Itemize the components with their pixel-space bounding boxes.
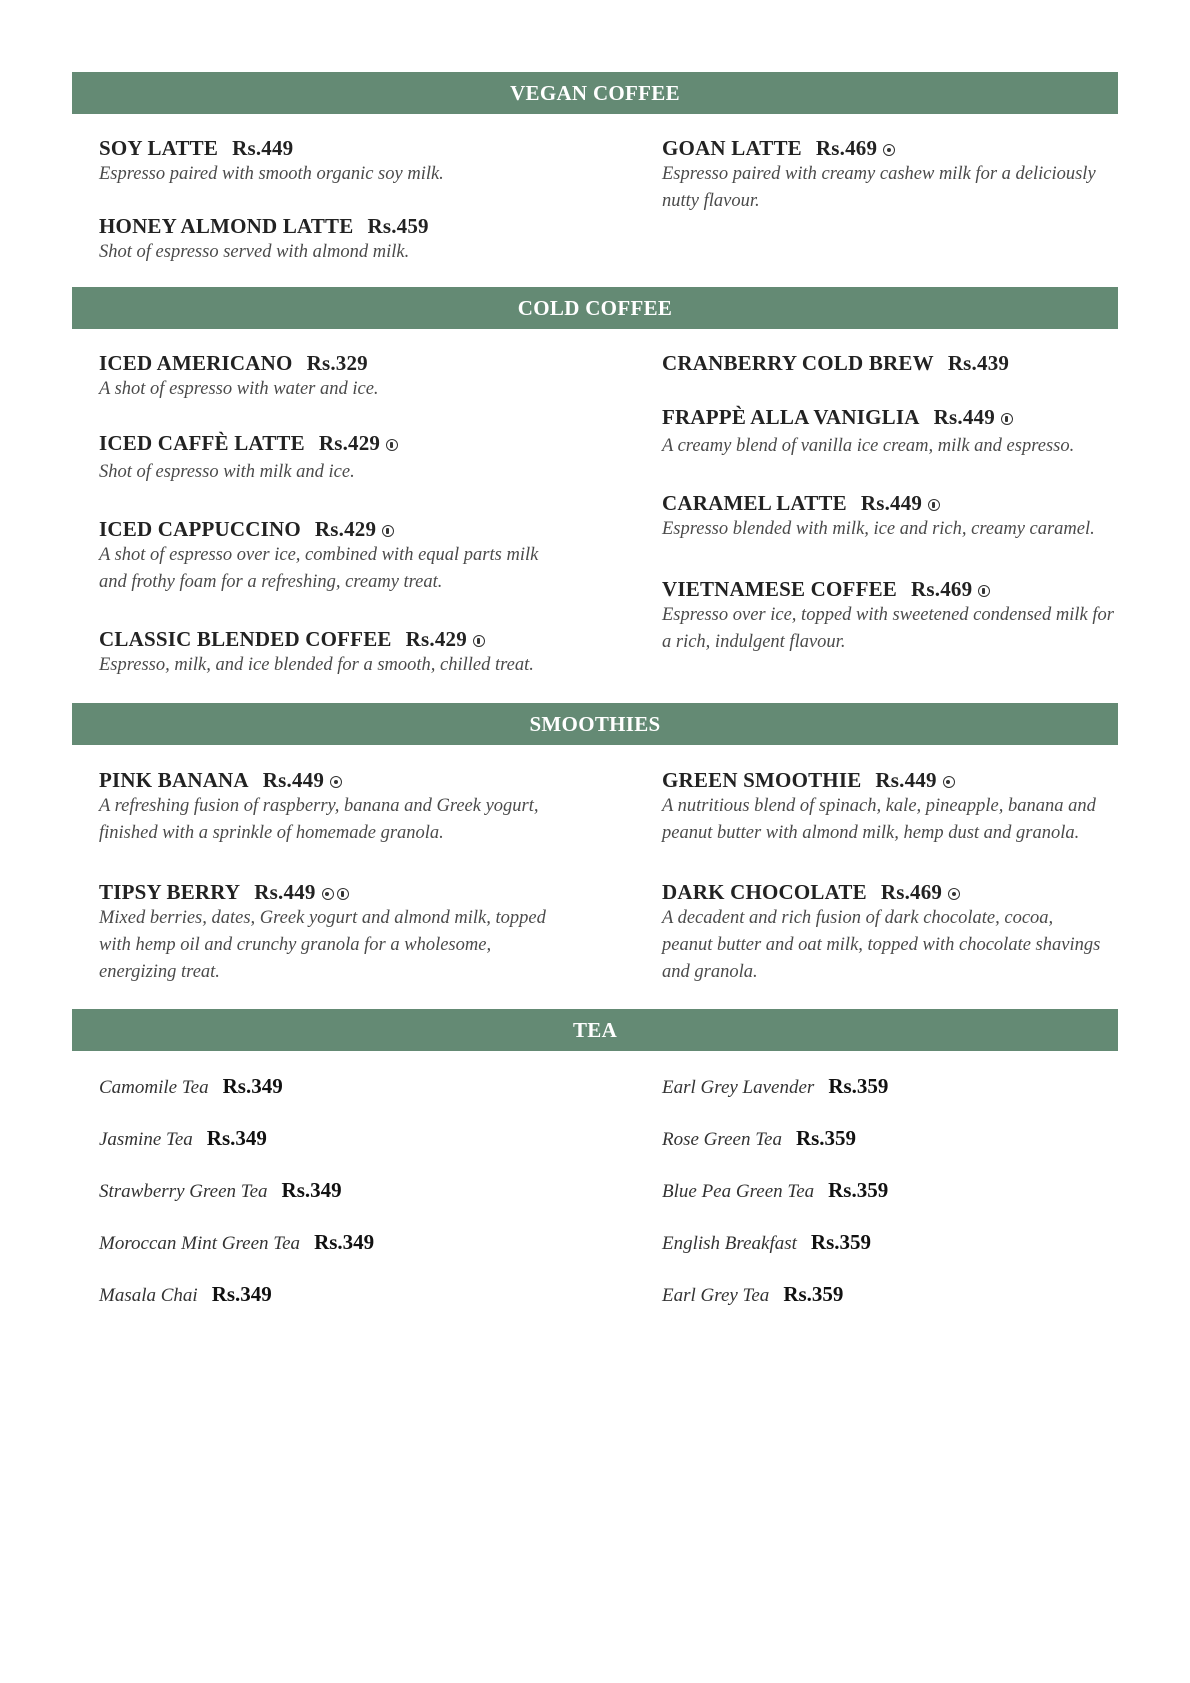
menu-item-vietnamese-coffee <box>662 576 1122 656</box>
item-name: ICED AMERICANO <box>99 351 293 375</box>
menu-item-goan-latte <box>662 135 1122 215</box>
item-name: GREEN SMOOTHIE <box>662 768 862 792</box>
section-header-cold-coffee: COLD COFFEE <box>72 287 1118 329</box>
item-description: with hemp oil and crunchy granola for a wholesome, <box>99 935 492 955</box>
item-name: CARAMEL LATTE <box>662 491 847 515</box>
item-price: Rs.329 <box>306 351 368 375</box>
item-price: Rs.469 <box>815 136 878 160</box>
item-description: A decadent and rich fusion of dark chocolate, cocoa, <box>662 908 1054 928</box>
item-name: VIETNAMESE COFFEE <box>662 577 898 601</box>
tea-price: Rs.359 <box>828 1074 889 1098</box>
item-name: ICED CAPPUCCINO <box>99 517 301 541</box>
item-price: Rs.449 <box>232 136 294 160</box>
item-price: Rs.429 <box>314 517 377 541</box>
tea-item <box>99 1072 283 1102</box>
item-description: nutty flavour. <box>662 191 760 211</box>
item-name: GOAN LATTE <box>662 136 802 160</box>
tea-item <box>662 1072 888 1102</box>
item-price: Rs.449 <box>860 491 923 515</box>
tea-item <box>662 1124 856 1154</box>
item-name: HONEY ALMOND LATTE <box>99 214 354 238</box>
item-price: Rs.469 <box>880 880 943 904</box>
menu-item-iced-americano <box>99 350 569 403</box>
tea-item <box>99 1280 272 1310</box>
item-name: CRANBERRY COLD BREW <box>662 351 934 375</box>
item-name: ICED CAFFÈ LATTE <box>99 431 305 455</box>
tea-name: Earl Grey Lavender <box>662 1077 815 1098</box>
menu-item-iced-caffe-latte <box>99 430 569 486</box>
vegan-icon <box>322 888 334 900</box>
vegan-icon <box>330 776 342 788</box>
item-price: Rs.449 <box>254 880 316 904</box>
item-description: peanut butter and oat milk, topped with chocolate shavings <box>662 935 1101 955</box>
item-price: Rs.439 <box>947 351 1010 375</box>
section-header-vegan-coffee: VEGAN COFFEE <box>72 72 1118 114</box>
tea-name: Blue Pea Green Tea <box>662 1181 815 1202</box>
item-price: Rs.449 <box>262 768 325 792</box>
cup-icon <box>337 888 349 900</box>
tea-name: Moroccan Mint Green Tea <box>99 1233 301 1254</box>
menu-item-classic-blended-coffee <box>99 626 619 679</box>
item-name: SOY LATTE <box>99 136 219 160</box>
item-description: Espresso blended with milk, ice and rich, creamy caramel. <box>662 519 1095 539</box>
item-name: DARK CHOCOLATE <box>662 880 867 904</box>
item-description: Shot of espresso served with almond milk. <box>99 242 410 262</box>
vegan-icon <box>948 888 960 900</box>
tea-price: Rs.349 <box>222 1074 283 1098</box>
item-name: TIPSY BERRY <box>99 880 241 904</box>
item-description: A nutritious blend of spinach, kale, pineapple, banana and <box>662 796 1096 816</box>
section-header-smoothies: SMOOTHIES <box>72 703 1118 745</box>
item-description: Espresso paired with smooth organic soy milk. <box>99 164 444 184</box>
cup-icon <box>473 635 485 647</box>
menu-item-frappe-alla-vaniglia <box>662 404 1122 460</box>
tea-price: Rs.359 <box>810 1230 872 1254</box>
item-description: A shot of espresso with water and ice. <box>99 379 379 399</box>
tea-price: Rs.349 <box>211 1282 272 1306</box>
tea-item <box>99 1124 267 1154</box>
item-description: A shot of espresso over ice, combined with equal parts milk <box>99 545 539 565</box>
item-price: Rs.449 <box>933 405 995 429</box>
menu-item-pink-banana <box>99 767 599 847</box>
cup-icon <box>382 525 394 537</box>
item-description: finished with a sprinkle of homemade granola. <box>99 823 444 843</box>
item-price: Rs.469 <box>911 577 973 601</box>
item-description: Mixed berries, dates, Greek yogurt and almond milk, topped <box>99 908 546 928</box>
tea-name: Earl Grey Tea <box>662 1285 770 1306</box>
item-price: Rs.459 <box>367 214 429 238</box>
tea-item <box>99 1228 374 1258</box>
item-description: energizing treat. <box>99 962 220 982</box>
item-price: Rs.429 <box>318 431 381 455</box>
item-description: peanut butter with almond milk, hemp dust and granola. <box>662 823 1080 843</box>
menu-item-iced-cappuccino <box>99 516 599 596</box>
cup-icon <box>386 439 398 451</box>
tea-price: Rs.359 <box>795 1126 857 1150</box>
tea-price: Rs.349 <box>281 1178 342 1202</box>
tea-price: Rs.349 <box>206 1126 267 1150</box>
item-name: PINK BANANA <box>99 768 249 792</box>
item-description: Shot of espresso with milk and ice. <box>99 462 355 482</box>
tea-name: Rose Green Tea <box>662 1129 782 1150</box>
menu-item-soy-latte <box>99 135 569 188</box>
item-description: and frothy foam for a refreshing, creamy treat. <box>99 572 443 592</box>
tea-item <box>662 1176 888 1206</box>
cup-icon <box>978 585 990 597</box>
tea-name: Strawberry Green Tea <box>99 1181 268 1202</box>
vegan-icon <box>943 776 955 788</box>
item-name: CLASSIC BLENDED COFFEE <box>99 627 392 651</box>
cup-icon <box>928 499 940 511</box>
tea-name: Masala Chai <box>99 1285 198 1306</box>
tea-price: Rs.349 <box>314 1230 375 1254</box>
vegan-icon <box>883 144 895 156</box>
menu-item-dark-chocolate <box>662 879 1122 986</box>
item-description: Espresso over ice, topped with sweetened condensed milk for <box>662 605 1114 625</box>
tea-name: English Breakfast <box>662 1233 797 1254</box>
section-header-tea: TEA <box>72 1009 1118 1051</box>
item-name: FRAPPÈ ALLA VANIGLIA <box>662 405 920 429</box>
tea-price: Rs.359 <box>828 1178 889 1202</box>
menu-item-caramel-latte <box>662 490 1122 543</box>
item-description: A refreshing fusion of raspberry, banana and Greek yogurt, <box>99 796 539 816</box>
menu-item-cranberry-cold-brew <box>662 350 1122 376</box>
cup-icon <box>1001 413 1013 425</box>
tea-name: Jasmine Tea <box>99 1129 193 1150</box>
tea-item <box>662 1228 871 1258</box>
item-description: Espresso, milk, and ice blended for a smooth, chilled treat. <box>99 655 534 675</box>
item-description: and granola. <box>662 962 758 982</box>
item-description: A creamy blend of vanilla ice cream, milk and espresso. <box>662 436 1075 456</box>
menu-item-green-smoothie <box>662 767 1122 847</box>
item-description: Espresso paired with creamy cashew milk for a deliciously <box>662 164 1096 184</box>
tea-price: Rs.359 <box>783 1282 844 1306</box>
tea-name: Camomile Tea <box>99 1077 209 1098</box>
item-price: Rs.429 <box>405 627 467 651</box>
tea-item <box>662 1280 843 1310</box>
item-description: a rich, indulgent flavour. <box>662 632 846 652</box>
menu-item-tipsy-berry <box>99 879 599 986</box>
item-price: Rs.449 <box>875 768 937 792</box>
menu-item-honey-almond-latte <box>99 213 569 266</box>
tea-item <box>99 1176 342 1206</box>
